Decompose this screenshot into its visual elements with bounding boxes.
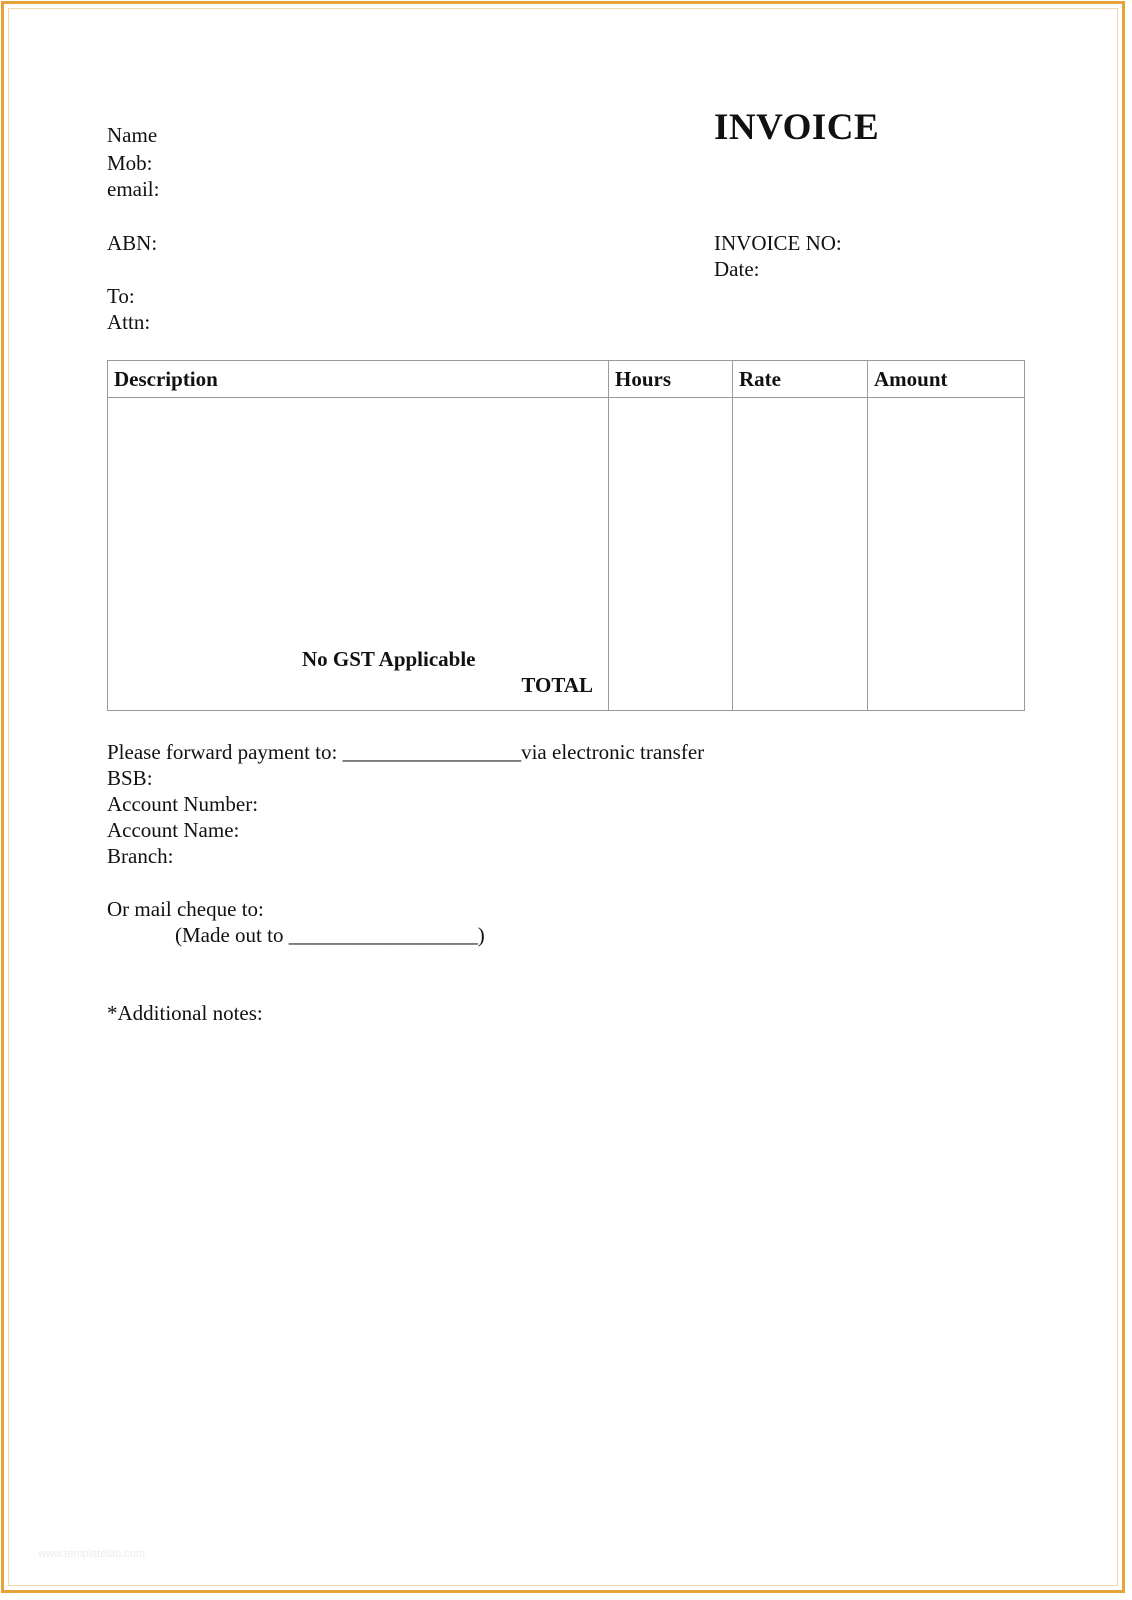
table-header-row bbox=[108, 361, 1025, 398]
description-cell[interactable] bbox=[108, 398, 609, 711]
made-out-to-line: (Made out to __________________) bbox=[175, 923, 485, 947]
additional-notes-label: *Additional notes: bbox=[107, 1001, 263, 1025]
mail-cheque-label: Or mail cheque to: bbox=[107, 897, 264, 921]
account-name-label: Account Name: bbox=[107, 818, 240, 842]
account-number-label: Account Number: bbox=[107, 792, 259, 816]
name-label: Name bbox=[107, 123, 158, 147]
branch-label: Branch: bbox=[107, 844, 174, 868]
to-label: To: bbox=[107, 284, 135, 308]
hours-cell[interactable] bbox=[609, 398, 733, 711]
watermark: www.templatelab.com bbox=[38, 1548, 145, 1560]
invoice-items-table bbox=[107, 360, 1025, 711]
abn-label: ABN: bbox=[107, 231, 158, 255]
rate-cell[interactable] bbox=[733, 398, 868, 711]
amount-cell[interactable] bbox=[868, 398, 1025, 711]
no-gst-note: No GST Applicable bbox=[302, 647, 476, 671]
invoice-title: INVOICE bbox=[714, 107, 880, 148]
column-header-rate: Rate bbox=[733, 361, 868, 398]
mob-label: Mob: bbox=[107, 151, 153, 175]
column-header-hours: Hours bbox=[609, 361, 733, 398]
bsb-label: BSB: bbox=[107, 766, 153, 790]
column-header-amount: Amount bbox=[868, 361, 1025, 398]
email-label: email: bbox=[107, 177, 160, 201]
invoice-no-label: INVOICE NO: bbox=[714, 231, 842, 255]
date-label: Date: bbox=[714, 257, 760, 281]
attn-label: Attn: bbox=[107, 310, 151, 334]
payment-forward-line: Please forward payment to: _________________via electronic transfer bbox=[107, 740, 705, 764]
total-label: TOTAL bbox=[521, 673, 593, 697]
column-header-description: Description bbox=[108, 361, 609, 398]
table-row bbox=[108, 398, 1025, 711]
